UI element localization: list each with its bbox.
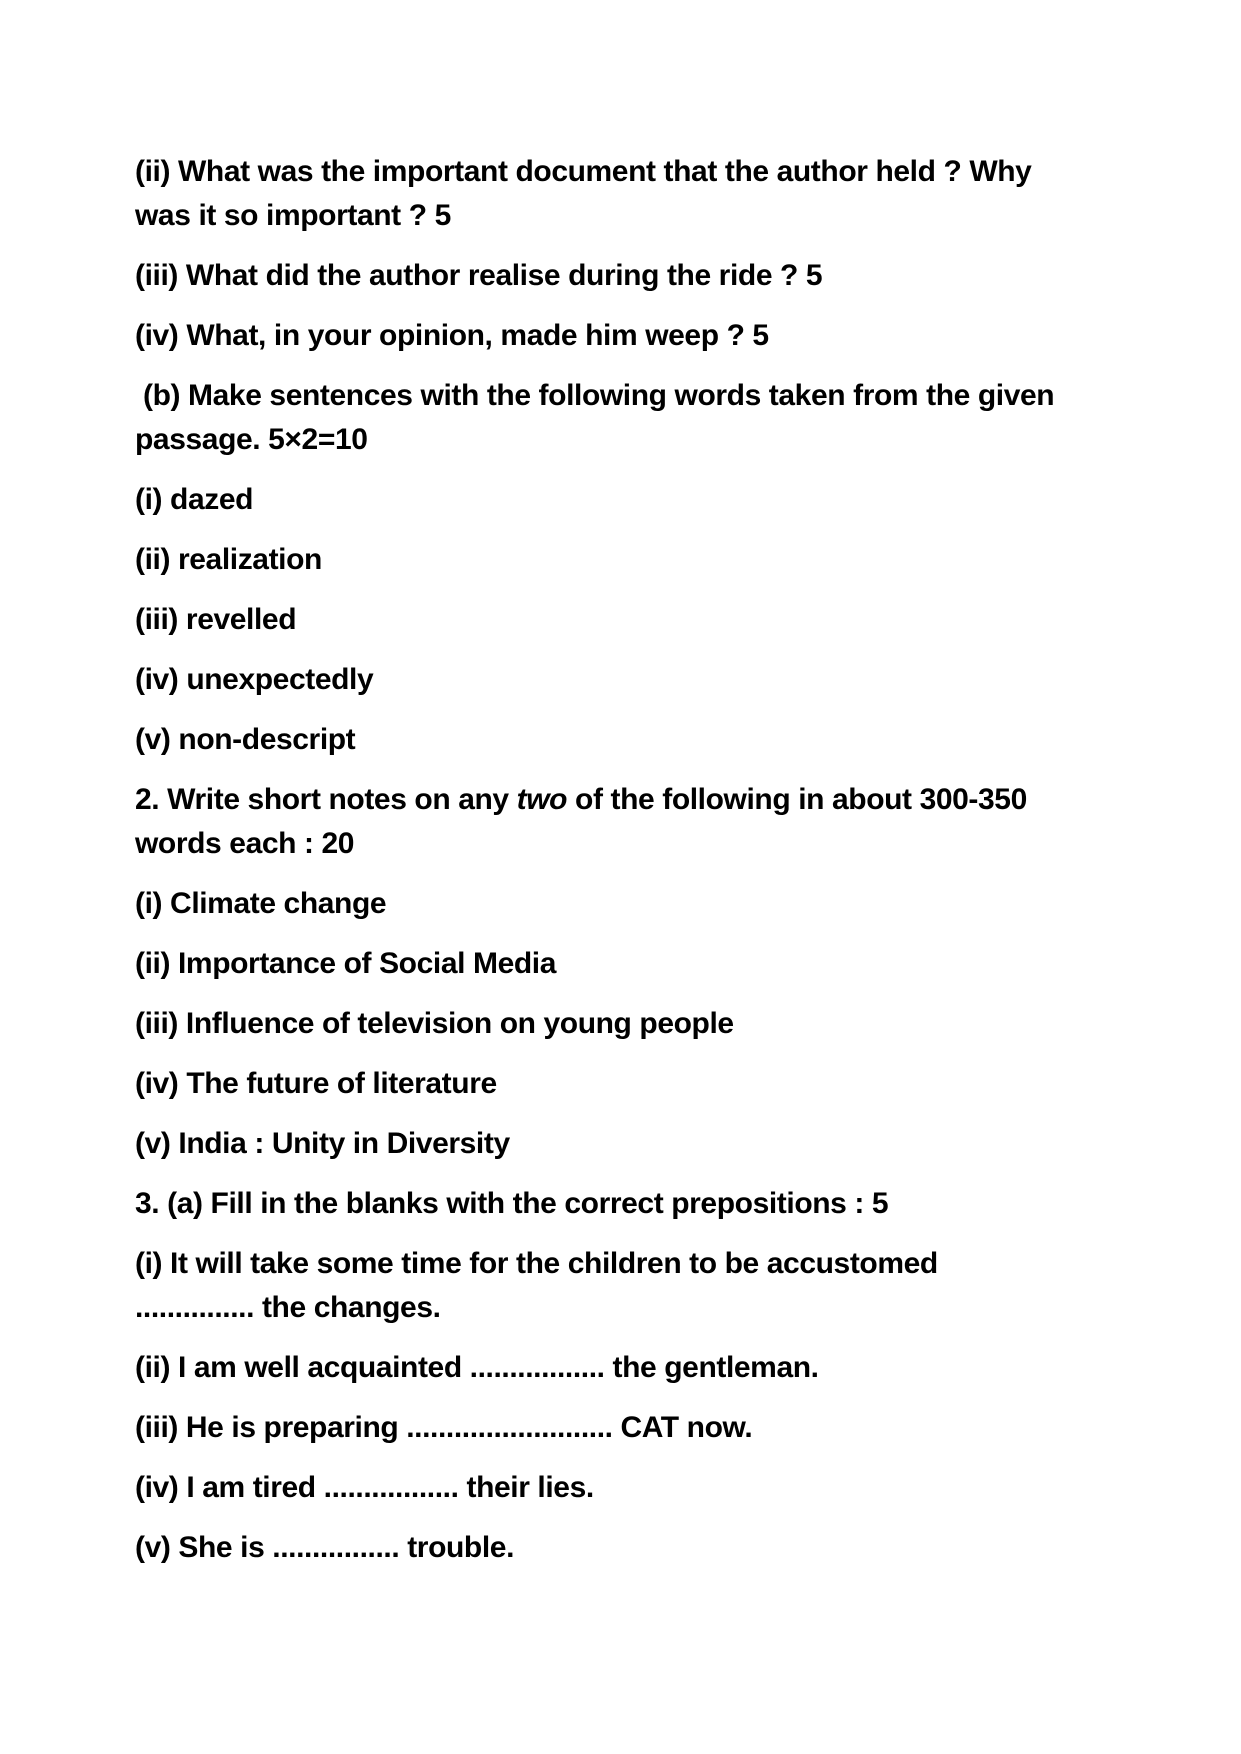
question-3a-item-iv [135, 1466, 1151, 1510]
text-line: (i) Climate change [135, 887, 387, 920]
question-1a-iv [135, 314, 1151, 358]
question-3a-item-ii [135, 1346, 1151, 1390]
question-1b-word-i [135, 478, 1151, 522]
question-1a-iii [135, 254, 1151, 298]
text-line: (ii) I am well acquainted ................. the gentleman. [135, 1351, 819, 1384]
text-line: (iii) He is preparing .......................... CAT now. [135, 1411, 753, 1444]
text-line: words each : 20 [135, 827, 355, 860]
text-line: (v) non-descript [135, 723, 356, 756]
question-1b-word-iv [135, 658, 1151, 702]
emphasized-word: two [516, 783, 568, 816]
text-line: (iii) Influence of television on young people [135, 1007, 734, 1040]
text-line: (iv) unexpectedly [135, 663, 374, 696]
question-1b-word-iii [135, 598, 1151, 642]
text-line: (iii) revelled [135, 603, 297, 636]
question-2-topic-v [135, 1122, 1151, 1166]
text-line: (iii) What did the author realise during the ride ? 5 [135, 259, 823, 292]
question-1b-heading [135, 374, 1151, 462]
text-line: (v) India : Unity in Diversity [135, 1127, 510, 1160]
text-line: ............... the changes. [135, 1291, 441, 1324]
text-line: was it so important ? 5 [135, 199, 451, 232]
question-2-topic-i [135, 882, 1151, 926]
question-1b-word-ii [135, 538, 1151, 582]
question-3a-item-iii [135, 1406, 1151, 1450]
question-2-topic-iv [135, 1062, 1151, 1106]
text-line: (iv) I am tired ................. their lies. [135, 1471, 594, 1504]
text-line: (b) Make sentences with the following words taken from the given [143, 379, 1055, 412]
question-2-topic-ii [135, 942, 1151, 986]
text-line: (ii) Importance of Social Media [135, 947, 557, 980]
text-line: (iv) The future of literature [135, 1067, 497, 1100]
text-line: (ii) realization [135, 543, 322, 576]
question-1a-ii [135, 150, 1151, 238]
question-1b-word-v [135, 718, 1151, 762]
question-3a-item-v [135, 1526, 1151, 1570]
question-3a-heading [135, 1182, 1151, 1226]
question-2-topic-iii [135, 1002, 1151, 1046]
text-segment: of the following in about 300-350 [567, 783, 1027, 816]
question-2-heading [135, 778, 1151, 866]
text-line [135, 778, 1151, 822]
text-line: passage. 5×2=10 [135, 423, 368, 456]
text-line: (i) It will take some time for the children to be accustomed [135, 1247, 938, 1280]
text-line: (v) She is ................ trouble. [135, 1531, 514, 1564]
text-line: (i) dazed [135, 483, 254, 516]
text-segment: 2. Write short notes on any [135, 783, 517, 816]
question-3a-item-i [135, 1242, 1151, 1330]
text-line: (iv) What, in your opinion, made him weep ? 5 [135, 319, 769, 352]
text-line: (ii) What was the important document that the author held ? Why [135, 155, 1032, 188]
text-line: 3. (a) Fill in the blanks with the correct prepositions : 5 [135, 1187, 889, 1220]
